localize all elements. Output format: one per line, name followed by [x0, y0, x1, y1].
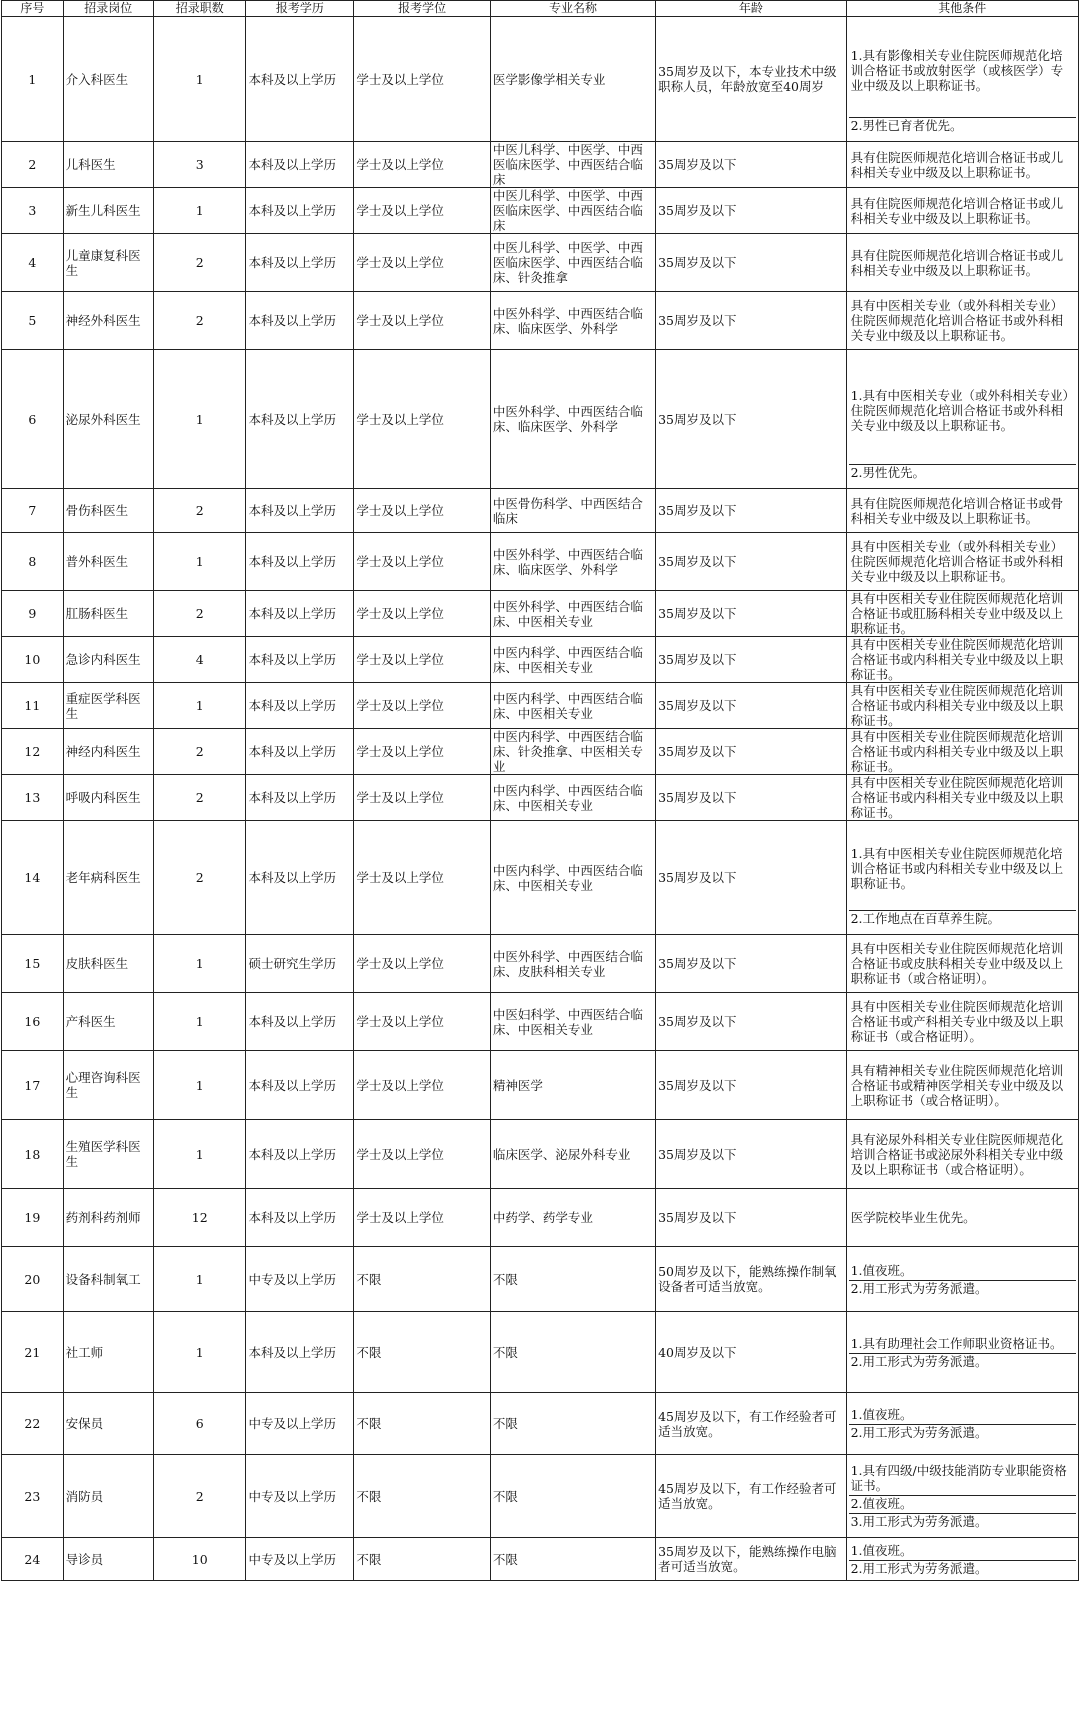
- cell-no: 18: [2, 1120, 64, 1189]
- cell-no: 15: [2, 935, 64, 993]
- cell-education: 本科及以上学历: [246, 17, 354, 142]
- cell-count: 1: [153, 993, 246, 1051]
- cell-age: 35周岁及以下: [656, 1120, 847, 1189]
- cell-major: 中医外科学、中西医结合临床、临床医学、外科学: [490, 350, 655, 489]
- cell-count: 2: [153, 234, 246, 292]
- cell-conditions: [846, 1455, 1078, 1538]
- cell-post: 儿科医生: [63, 142, 153, 188]
- cell-age: 50周岁及以下，能熟练操作制氧设备者可适当放宽。: [656, 1247, 847, 1312]
- cell-no: 20: [2, 1247, 64, 1312]
- cell-no: 8: [2, 533, 64, 591]
- cell-no: 9: [2, 591, 64, 637]
- cell-post: 导诊员: [63, 1538, 153, 1581]
- cell-degree: 学士及以上学位: [354, 533, 491, 591]
- cell-education: 中专及以上学历: [246, 1393, 354, 1455]
- cell-major: 中医儿科学、中医学、中西医临床医学、中西医结合临床、针灸推拿: [490, 234, 655, 292]
- cell-major: 不限: [490, 1393, 655, 1455]
- cell-count: 1: [153, 1247, 246, 1312]
- cell-age: 35周岁及以下: [656, 821, 847, 935]
- cell-conditions: [846, 142, 1078, 188]
- cell-post: 儿童康复科医生: [63, 234, 153, 292]
- cell-conditions: [846, 821, 1078, 935]
- condition-item: 具有中医相关专业住院医师规范化培训合格证书或肛肠科相关专业中级及以上职称证书。: [850, 591, 1064, 636]
- table-row: [2, 993, 1079, 1051]
- condition-item: 具有中医相关专业住院医师规范化培训合格证书或内科相关专业中级及以上职称证书。: [850, 729, 1064, 774]
- cell-major: 中医外科学、中西医结合临床、临床医学、外科学: [490, 292, 655, 350]
- cell-no: 3: [2, 188, 64, 234]
- cell-no: 22: [2, 1393, 64, 1455]
- cell-education: 中专及以上学历: [246, 1538, 354, 1581]
- cell-age: 40周岁及以下: [656, 1312, 847, 1393]
- cell-post: 重症医学科医生: [63, 683, 153, 729]
- cell-age: 35周岁及以下: [656, 292, 847, 350]
- cell-major: 中药学、药学专业: [490, 1189, 655, 1247]
- cell-degree: 学士及以上学位: [354, 1051, 491, 1120]
- cell-post: 消防员: [63, 1455, 153, 1538]
- cell-degree: 不限: [354, 1312, 491, 1393]
- condition-item: 具有精神相关专业住院医师规范化培训合格证书或精神医学相关专业中级及以上职称证书（或合格证明）。: [850, 1062, 1064, 1108]
- cell-major: 中医外科学、中西医结合临床、皮肤科相关专业: [490, 935, 655, 993]
- cell-conditions: [846, 1120, 1078, 1189]
- condition-item: 1.值夜班。: [850, 1407, 913, 1422]
- cell-count: 10: [153, 1538, 246, 1581]
- cell-education: 本科及以上学历: [246, 533, 354, 591]
- cell-age: 35周岁及以下: [656, 142, 847, 188]
- cell-education: 本科及以上学历: [246, 683, 354, 729]
- table-row: [2, 683, 1079, 729]
- cell-count: 1: [153, 1312, 246, 1393]
- condition-item: 1.值夜班。: [850, 1262, 913, 1278]
- condition-item: 2.用工形式为劳务派遣。: [849, 1424, 1076, 1440]
- cell-education: 本科及以上学历: [246, 775, 354, 821]
- cell-post: 普外科医生: [63, 533, 153, 591]
- cell-degree: 学士及以上学位: [354, 350, 491, 489]
- cell-no: 23: [2, 1455, 64, 1538]
- cell-count: 1: [153, 1120, 246, 1189]
- table-row: [2, 775, 1079, 821]
- cell-post: 社工师: [63, 1312, 153, 1393]
- cell-age: 35周岁及以下: [656, 935, 847, 993]
- cell-degree: 学士及以上学位: [354, 935, 491, 993]
- cell-conditions: [846, 1247, 1078, 1312]
- cell-count: 1: [153, 350, 246, 489]
- table-row: [2, 935, 1079, 993]
- cell-count: 1: [153, 533, 246, 591]
- cell-count: 1: [153, 935, 246, 993]
- cell-count: 2: [153, 591, 246, 637]
- cell-degree: 学士及以上学位: [354, 637, 491, 683]
- condition-item: 具有中医相关专业住院医师规范化培训合格证书或产科相关专业中级及以上职称证书（或合格证明）。: [850, 999, 1064, 1044]
- condition-item: 1.值夜班。: [850, 1542, 913, 1558]
- cell-degree: 学士及以上学位: [354, 1120, 491, 1189]
- cell-degree: 学士及以上学位: [354, 993, 491, 1051]
- cell-degree: 不限: [354, 1455, 491, 1538]
- cell-age: 45周岁及以下，有工作经验者可适当放宽。: [656, 1393, 847, 1455]
- cell-no: 21: [2, 1312, 64, 1393]
- cell-age: 35周岁及以下: [656, 591, 847, 637]
- cell-post: 神经内科医生: [63, 729, 153, 775]
- condition-item: 具有住院医师规范化培训合格证书或儿科相关专业中级及以上职称证书。: [850, 195, 1064, 226]
- condition-item: 具有中医相关专业（或外科相关专业）住院医师规范化培训合格证书或外科相关专业中级及以上职称证书。: [850, 539, 1064, 584]
- condition-item: 2.男性优先。: [849, 464, 1076, 480]
- condition-item: 2.工作地点在百草养生院。: [849, 910, 1076, 926]
- cell-count: 1: [153, 1051, 246, 1120]
- cell-age: 35周岁及以下: [656, 350, 847, 489]
- cell-no: 14: [2, 821, 64, 935]
- cell-no: 5: [2, 292, 64, 350]
- cell-conditions: [846, 1312, 1078, 1393]
- cell-degree: 学士及以上学位: [354, 729, 491, 775]
- cell-major: 中医内科学、中西医结合临床、针灸推拿、中医相关专业: [490, 729, 655, 775]
- cell-education: 本科及以上学历: [246, 993, 354, 1051]
- cell-count: 1: [153, 188, 246, 234]
- cell-major: 中医儿科学、中医学、中西医临床医学、中西医结合临床: [490, 142, 655, 188]
- table-row: [2, 1455, 1079, 1538]
- cell-no: 6: [2, 350, 64, 489]
- cell-major: 中医内科学、中西医结合临床、中医相关专业: [490, 821, 655, 935]
- cell-major: 医学影像学相关专业: [490, 17, 655, 142]
- cell-education: 本科及以上学历: [246, 292, 354, 350]
- table-row: [2, 17, 1079, 142]
- condition-item: 具有住院医师规范化培训合格证书或儿科相关专业中级及以上职称证书。: [850, 247, 1064, 278]
- cell-major: 中医内科学、中西医结合临床、中医相关专业: [490, 683, 655, 729]
- condition-item: 2.用工形式为劳务派遣。: [849, 1280, 1076, 1296]
- table-row: [2, 489, 1079, 533]
- cell-degree: 学士及以上学位: [354, 1189, 491, 1247]
- table-row: [2, 533, 1079, 591]
- cell-degree: 学士及以上学位: [354, 292, 491, 350]
- cell-degree: 学士及以上学位: [354, 489, 491, 533]
- table-row: [2, 637, 1079, 683]
- table-row: [2, 1051, 1079, 1120]
- cell-conditions: [846, 591, 1078, 637]
- condition-item: 2.值夜班。: [849, 1495, 1076, 1511]
- cell-no: 1: [2, 17, 64, 142]
- cell-major: 中医妇科学、中西医结合临床、中医相关专业: [490, 993, 655, 1051]
- cell-major: 不限: [490, 1247, 655, 1312]
- cell-degree: 学士及以上学位: [354, 591, 491, 637]
- cell-conditions: [846, 489, 1078, 533]
- condition-item: 1.具有中医相关专业住院医师规范化培训合格证书或内科相关专业中级及以上职称证书。: [850, 846, 1064, 891]
- condition-item: 1.具有四级/中级技能消防专业职能资格证书。: [850, 1463, 1067, 1493]
- cell-no: 13: [2, 775, 64, 821]
- cell-post: 设备科制氧工: [63, 1247, 153, 1312]
- cell-degree: 不限: [354, 1247, 491, 1312]
- cell-education: 本科及以上学历: [246, 637, 354, 683]
- condition-item: 具有中医相关专业住院医师规范化培训合格证书或内科相关专业中级及以上职称证书。: [850, 775, 1064, 820]
- cell-conditions: [846, 1051, 1078, 1120]
- condition-item: 具有中医相关专业住院医师规范化培训合格证书或内科相关专业中级及以上职称证书。: [850, 637, 1064, 682]
- cell-age: 35周岁及以下: [656, 683, 847, 729]
- cell-count: 2: [153, 1455, 246, 1538]
- cell-education: 本科及以上学历: [246, 1189, 354, 1247]
- cell-post: 急诊内科医生: [63, 637, 153, 683]
- cell-no: 10: [2, 637, 64, 683]
- cell-count: 2: [153, 729, 246, 775]
- cell-post: 皮肤科医生: [63, 935, 153, 993]
- cell-conditions: [846, 533, 1078, 591]
- cell-age: 35周岁及以下，能熟练操作电脑者可适当放宽。: [656, 1538, 847, 1581]
- cell-count: 3: [153, 142, 246, 188]
- condition-item: 具有住院医师规范化培训合格证书或儿科相关专业中级及以上职称证书。: [850, 149, 1064, 180]
- cell-education: 本科及以上学历: [246, 1120, 354, 1189]
- cell-conditions: [846, 993, 1078, 1051]
- table-row: [2, 1393, 1079, 1455]
- cell-education: 本科及以上学历: [246, 188, 354, 234]
- cell-count: 12: [153, 1189, 246, 1247]
- cell-count: 2: [153, 292, 246, 350]
- cell-age: 35周岁及以下: [656, 188, 847, 234]
- cell-no: 16: [2, 993, 64, 1051]
- cell-major: 中医外科学、中西医结合临床、中医相关专业: [490, 591, 655, 637]
- cell-no: 7: [2, 489, 64, 533]
- condition-item: 1.具有影像相关专业住院医师规范化培训合格证书或放射医学（或核医学）专业中级及以上职称证书。: [850, 47, 1064, 93]
- cell-education: 本科及以上学历: [246, 234, 354, 292]
- cell-post: 药剂科药剂师: [63, 1189, 153, 1247]
- cell-education: 硕士研究生学历: [246, 935, 354, 993]
- cell-major: 精神医学: [490, 1051, 655, 1120]
- cell-post: 呼吸内科医生: [63, 775, 153, 821]
- cell-degree: 不限: [354, 1538, 491, 1581]
- cell-age: 45周岁及以下，有工作经验者可适当放宽。: [656, 1455, 847, 1538]
- table-row: [2, 1189, 1079, 1247]
- cell-no: 19: [2, 1189, 64, 1247]
- cell-post: 肛肠科医生: [63, 591, 153, 637]
- cell-age: 35周岁及以下: [656, 775, 847, 821]
- header-no: 序号: [2, 1, 64, 17]
- cell-post: 安保员: [63, 1393, 153, 1455]
- cell-conditions: [846, 17, 1078, 142]
- cell-education: 本科及以上学历: [246, 1312, 354, 1393]
- cell-post: 产科医生: [63, 993, 153, 1051]
- header-post: 招录岗位: [63, 1, 153, 17]
- table-row: [2, 1538, 1079, 1581]
- cell-education: 本科及以上学历: [246, 729, 354, 775]
- cell-no: 12: [2, 729, 64, 775]
- condition-item: 具有中医相关专业（或外科相关专业）住院医师规范化培训合格证书或外科相关专业中级及以上职称证书。: [850, 298, 1064, 343]
- cell-education: 本科及以上学历: [246, 1051, 354, 1120]
- cell-post: 新生儿科医生: [63, 188, 153, 234]
- condition-item: 具有中医相关专业住院医师规范化培训合格证书或皮肤科相关专业中级及以上职称证书（或合格证明）。: [850, 941, 1064, 986]
- cell-conditions: [846, 683, 1078, 729]
- condition-item: 1.具有中医相关专业（或外科相关专业）住院医师规范化培训合格证书或外科相关专业中级及以上职称证书。: [850, 387, 1069, 433]
- cell-degree: 不限: [354, 1393, 491, 1455]
- table-row: [2, 188, 1079, 234]
- cell-conditions: [846, 234, 1078, 292]
- cell-age: 35周岁及以下: [656, 533, 847, 591]
- cell-degree: 学士及以上学位: [354, 17, 491, 142]
- cell-conditions: [846, 292, 1078, 350]
- cell-age: 35周岁及以下: [656, 729, 847, 775]
- cell-no: 2: [2, 142, 64, 188]
- cell-major: 不限: [490, 1312, 655, 1393]
- condition-item: 医学院校毕业生优先。: [850, 1210, 976, 1225]
- cell-no: 4: [2, 234, 64, 292]
- cell-degree: 学士及以上学位: [354, 821, 491, 935]
- cell-major: 中医内科学、中西医结合临床、中医相关专业: [490, 637, 655, 683]
- cell-age: 35周岁及以下: [656, 1189, 847, 1247]
- cell-conditions: [846, 1189, 1078, 1247]
- cell-education: 中专及以上学历: [246, 1247, 354, 1312]
- condition-item: 具有住院医师规范化培训合格证书或骨科相关专业中级及以上职称证书。: [850, 495, 1064, 526]
- table-row: [2, 350, 1079, 489]
- table-row: [2, 591, 1079, 637]
- cell-count: 4: [153, 637, 246, 683]
- cell-conditions: [846, 935, 1078, 993]
- cell-conditions: [846, 350, 1078, 489]
- header-degree: 报考学位: [354, 1, 491, 17]
- cell-education: 本科及以上学历: [246, 142, 354, 188]
- cell-conditions: [846, 1538, 1078, 1581]
- header-row: [2, 1, 1079, 17]
- condition-item: 2.用工形式为劳务派遣。: [849, 1560, 1076, 1576]
- header-age: 年龄: [656, 1, 847, 17]
- cell-major: 临床医学、泌尿外科专业: [490, 1120, 655, 1189]
- cell-post: 介入科医生: [63, 17, 153, 142]
- cell-major: 中医外科学、中西医结合临床、临床医学、外科学: [490, 533, 655, 591]
- header-major: 专业名称: [490, 1, 655, 17]
- cell-no: 24: [2, 1538, 64, 1581]
- header-count: 招录职数: [153, 1, 246, 17]
- cell-count: 1: [153, 17, 246, 142]
- cell-age: 35周岁及以下: [656, 637, 847, 683]
- cell-post: 心理咨询科医生: [63, 1051, 153, 1120]
- table-row: [2, 292, 1079, 350]
- cell-count: 2: [153, 489, 246, 533]
- header-conditions: 其他条件: [846, 1, 1078, 17]
- cell-education: 本科及以上学历: [246, 350, 354, 489]
- condition-item: 2.男性已育者优先。: [849, 117, 1076, 133]
- table-row: [2, 142, 1079, 188]
- cell-education: 本科及以上学历: [246, 489, 354, 533]
- condition-item: 2.用工形式为劳务派遣。: [849, 1353, 1076, 1369]
- cell-degree: 学士及以上学位: [354, 142, 491, 188]
- table-row: [2, 1120, 1079, 1189]
- cell-post: 泌尿外科医生: [63, 350, 153, 489]
- cell-no: 11: [2, 683, 64, 729]
- cell-major: 中医儿科学、中医学、中西医临床医学、中西医结合临床: [490, 188, 655, 234]
- cell-major: 中医内科学、中西医结合临床、中医相关专业: [490, 775, 655, 821]
- cell-age: 35周岁及以下: [656, 489, 847, 533]
- table-row: [2, 729, 1079, 775]
- cell-count: 6: [153, 1393, 246, 1455]
- cell-count: 1: [153, 683, 246, 729]
- cell-post: 骨伤科医生: [63, 489, 153, 533]
- table-row: [2, 234, 1079, 292]
- recruitment-table: [1, 0, 1079, 1581]
- cell-conditions: [846, 1393, 1078, 1455]
- cell-degree: 学士及以上学位: [354, 683, 491, 729]
- cell-post: 生殖医学科医生: [63, 1120, 153, 1189]
- cell-conditions: [846, 637, 1078, 683]
- cell-major: 不限: [490, 1455, 655, 1538]
- cell-count: 2: [153, 821, 246, 935]
- condition-item: 具有泌尿外科相关专业住院医师规范化培训合格证书或泌尿外科相关专业中级及以上职称证书（或合格证明）。: [850, 1131, 1064, 1177]
- cell-age: 35周岁及以下: [656, 234, 847, 292]
- cell-post: 神经外科医生: [63, 292, 153, 350]
- table-row: [2, 1312, 1079, 1393]
- header-education: 报考学历: [246, 1, 354, 17]
- condition-item: 具有中医相关专业住院医师规范化培训合格证书或内科相关专业中级及以上职称证书。: [850, 683, 1064, 728]
- condition-item: 3.用工形式为劳务派遣。: [849, 1513, 1076, 1529]
- cell-major: 中医骨伤科学、中西医结合临床: [490, 489, 655, 533]
- table-row: [2, 821, 1079, 935]
- cell-conditions: [846, 188, 1078, 234]
- table-row: [2, 1247, 1079, 1312]
- cell-conditions: [846, 775, 1078, 821]
- cell-age: 35周岁及以下: [656, 993, 847, 1051]
- cell-degree: 学士及以上学位: [354, 234, 491, 292]
- condition-item: 1.具有助理社会工作师职业资格证书。: [850, 1335, 1063, 1351]
- cell-degree: 学士及以上学位: [354, 188, 491, 234]
- cell-post: 老年病科医生: [63, 821, 153, 935]
- cell-age: 35周岁及以下，本专业技术中级职称人员，年龄放宽至40周岁: [656, 17, 847, 142]
- cell-age: 35周岁及以下: [656, 1051, 847, 1120]
- cell-education: 本科及以上学历: [246, 821, 354, 935]
- cell-degree: 学士及以上学位: [354, 775, 491, 821]
- cell-education: 中专及以上学历: [246, 1455, 354, 1538]
- cell-count: 2: [153, 775, 246, 821]
- cell-education: 本科及以上学历: [246, 591, 354, 637]
- cell-major: 不限: [490, 1538, 655, 1581]
- cell-conditions: [846, 729, 1078, 775]
- cell-no: 17: [2, 1051, 64, 1120]
